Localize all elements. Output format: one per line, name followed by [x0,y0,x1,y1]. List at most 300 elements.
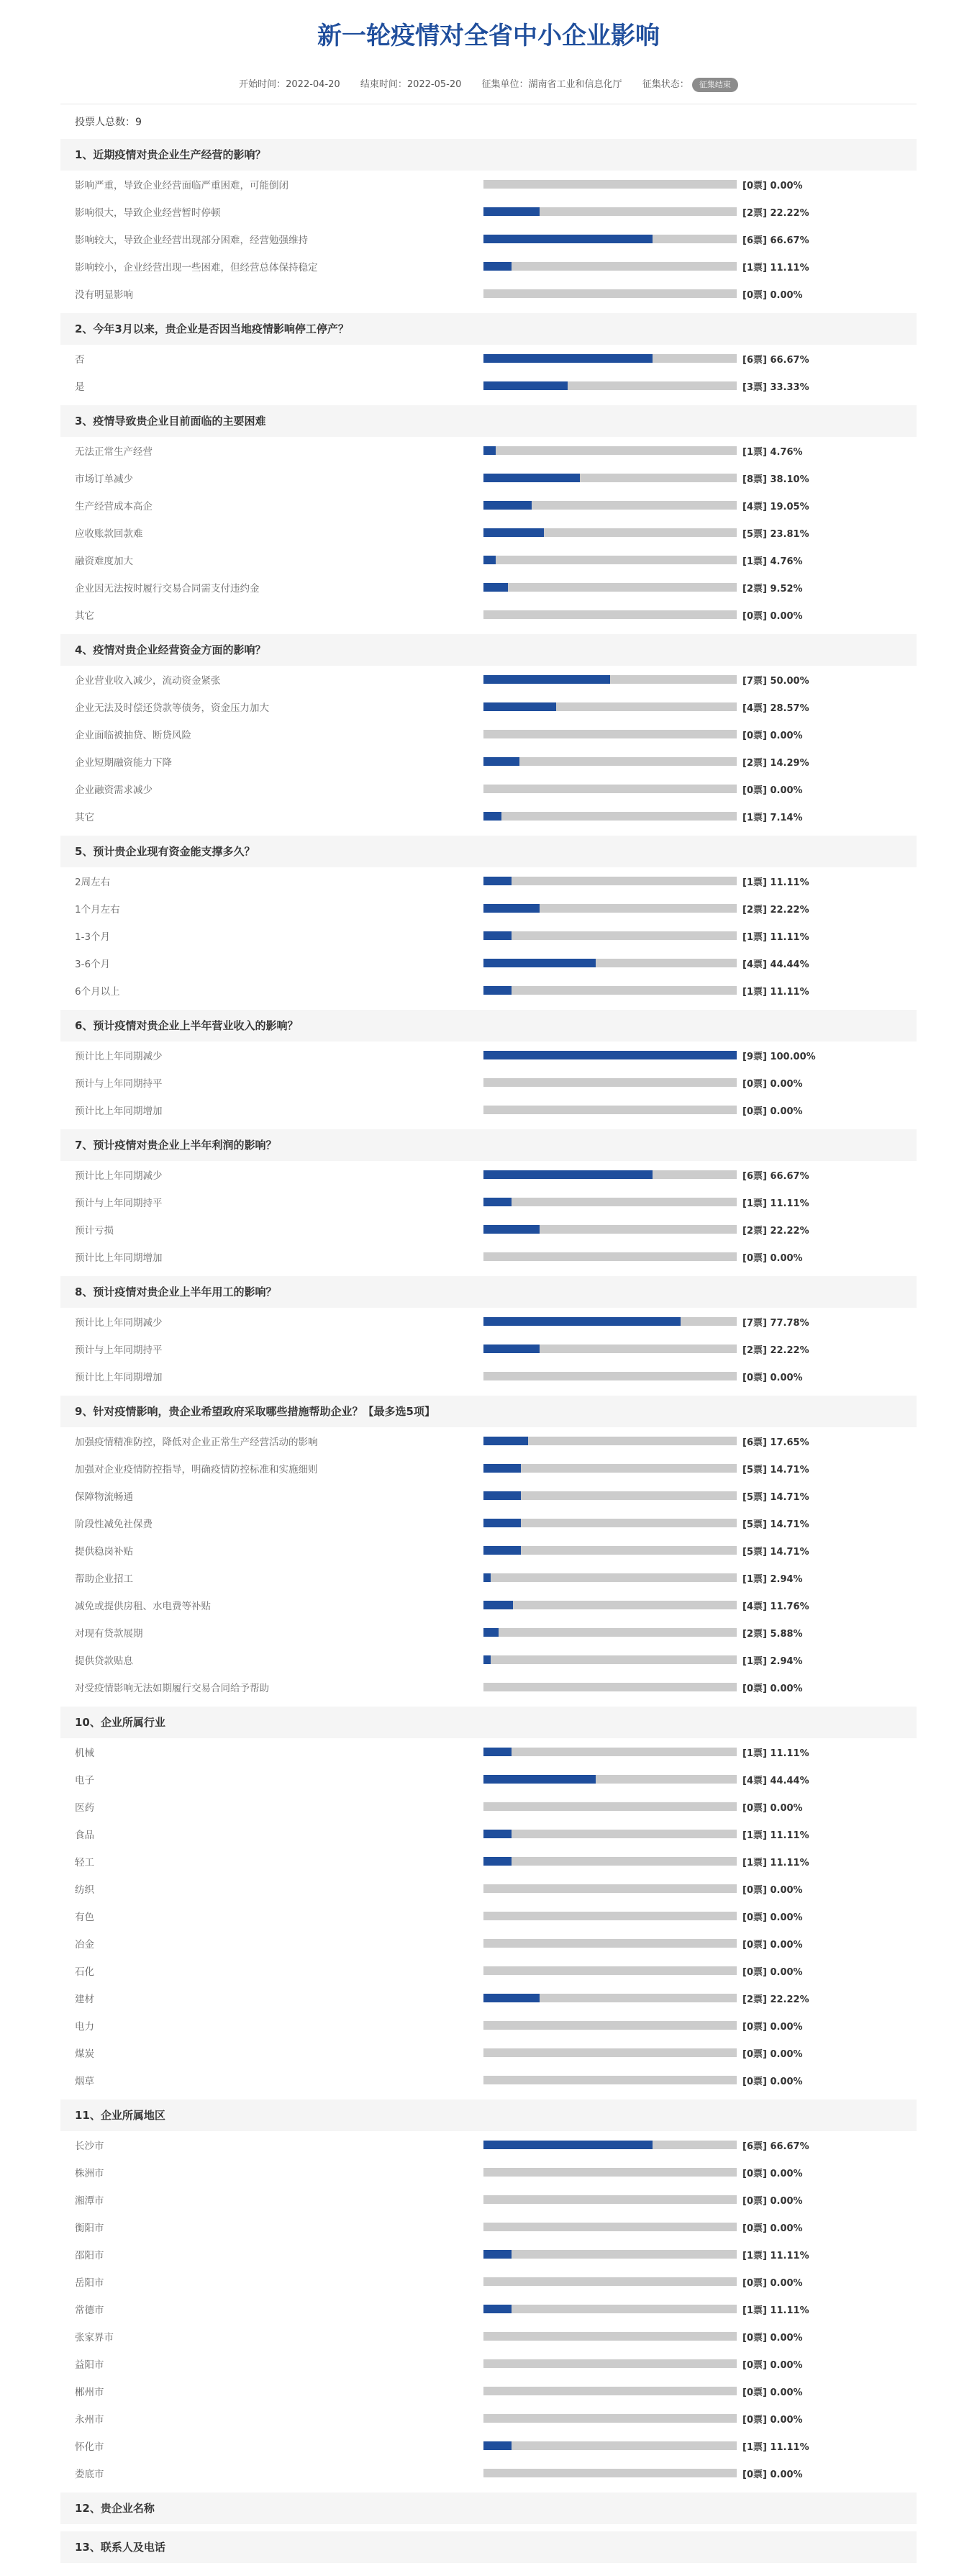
option-row [60,1957,917,1984]
question-title: 2、今年3月以来，贵企业是否因当地疫情影响停工停产？ [60,313,917,345]
option-label: 影响较小，企业经营出现一些困难，但经营总体保持稳定 [75,262,318,274]
vote-stat: [0票] 0.00% [742,2469,803,2480]
option-row [60,1161,917,1188]
option-row [60,1069,917,1096]
option-label: 预计比上年同期增加 [75,1106,163,1117]
result-bar-fill [483,1051,737,1059]
vote-stat: [0票] 0.00% [742,2387,803,2398]
question-block [60,139,917,307]
result-bar [483,785,737,793]
result-bar [483,904,737,913]
vote-stat: [0票] 0.00% [742,1884,803,1896]
option-row [60,977,917,1004]
option-row [60,171,917,198]
option-row [60,2066,917,2094]
option-label: 生产经营成本高企 [75,501,153,512]
result-bar-fill [483,1170,653,1179]
option-label: 提供稳岗补贴 [75,1546,133,1558]
result-bar-fill [483,1748,512,1756]
vote-stat: [1票] 7.14% [742,812,803,823]
vote-stat: [4票] 28.57% [742,702,809,714]
option-label: 预计与上年同期持平 [75,1198,163,1209]
option-label: 无法正常生产经营 [75,446,153,458]
option-label: 郴州市 [75,2387,104,2398]
result-bar [483,1252,737,1261]
vote-stat: [9票] 100.00% [742,1051,816,1062]
option-row [60,1875,917,1902]
vote-stat: [1票] 11.11% [742,1830,809,1841]
result-bar [483,757,737,766]
result-bar-fill [483,1601,513,1609]
option-label: 阶段性减免社保费 [75,1519,153,1530]
option-label: 提供贷款贴息 [75,1655,133,1667]
question-block [60,1010,917,1124]
vote-stat: [6票] 66.67% [742,235,809,246]
option-label: 湘潭市 [75,2195,104,2207]
vote-stat: [4票] 11.76% [742,1601,809,1612]
result-bar-fill [483,1994,540,2002]
option-row [60,2432,917,2459]
result-bar-fill [483,381,568,390]
option-row [60,1793,917,1820]
end-time: 结束时间：2022-05-20 [360,79,462,90]
option-label: 株洲市 [75,2168,104,2179]
survey-results-page [60,0,917,2563]
vote-stat: [1票] 11.11% [742,1857,809,1868]
option-label: 医药 [75,1802,94,1814]
option-label: 衡阳市 [75,2223,104,2234]
result-bar [483,1939,737,1948]
option-label: 企业融资需求减少 [75,785,153,796]
vote-stat: [1票] 11.11% [742,2250,809,2261]
result-bar [483,675,737,684]
question-title: 12、贵企业名称 [60,2493,917,2524]
question-block [60,634,917,830]
question-title: 13、联系人及电话 [60,2531,917,2563]
result-bar [483,583,737,592]
result-bar-fill [483,207,540,216]
result-bar-fill [483,354,653,363]
option-label: 企业营业收入减少，流动资金紧张 [75,675,221,687]
option-label: 是 [75,381,85,393]
option-label: 保障物流畅通 [75,1491,133,1503]
vote-stat: [5票] 14.71% [742,1546,809,1558]
vote-stat: [4票] 44.44% [742,959,809,970]
option-label: 长沙市 [75,2141,104,2152]
option-label: 煤炭 [75,2048,94,2060]
vote-stat: [2票] 22.22% [742,904,809,916]
option-row [60,345,917,372]
option-label: 邵阳市 [75,2250,104,2261]
option-label: 加强疫情精准防控，降低对企业正常生产经营活动的影响 [75,1437,318,1448]
vote-stat: [8票] 38.10% [742,474,809,485]
vote-stat: [1票] 11.11% [742,986,809,998]
option-label: 帮助企业招工 [75,1573,133,1585]
result-bar-fill [483,556,496,564]
option-label: 烟草 [75,2076,94,2087]
option-label: 影响很大，导致企业经营暂时停顿 [75,207,221,219]
question-title: 9、针对疫情影响，贵企业希望政府采取哪些措施帮助企业？【最多选5项】 [60,1396,917,1427]
vote-stat: [0票] 0.00% [742,2195,803,2207]
option-row [60,198,917,225]
result-bar [483,1748,737,1756]
option-label: 预计比上年同期减少 [75,1317,163,1329]
result-bar [483,1225,737,1234]
vote-stat: [5票] 14.71% [742,1519,809,1530]
option-row [60,1673,917,1701]
option-label: 怀化市 [75,2441,104,2453]
result-bar-fill [483,1225,540,1234]
question-block [60,2493,917,2524]
vote-stat: [4票] 19.05% [742,501,809,512]
option-row [60,2268,917,2295]
option-row [60,720,917,748]
option-label: 1-3个月 [75,931,111,943]
result-bar [483,2223,737,2231]
result-bar [483,1491,737,1500]
question-block [60,2100,917,2487]
vote-stat: [0票] 0.00% [742,2223,803,2234]
option-row [60,1766,917,1793]
vote-stat: [0票] 0.00% [742,1912,803,1923]
option-row [60,2039,917,2066]
result-bar [483,207,737,216]
question-title: 6、预计疫情对贵企业上半年营业收入的影响？ [60,1010,917,1041]
option-row [60,803,917,830]
vote-stat: [0票] 0.00% [742,1802,803,1814]
vote-stat: [0票] 0.00% [742,2359,803,2371]
result-bar-fill [483,675,610,684]
vote-stat: [0票] 0.00% [742,2277,803,2289]
start-time: 开始时间：2022-04-20 [239,79,340,90]
option-row [60,2323,917,2350]
option-row [60,1243,917,1270]
option-row [60,519,917,546]
vote-stat: [0票] 0.00% [742,1683,803,1694]
result-bar-fill [483,1437,528,1445]
result-bar-fill [483,1491,521,1500]
option-label: 对现有贷款展期 [75,1628,143,1640]
result-bar [483,528,737,537]
result-bar [483,1573,737,1582]
option-row [60,2213,917,2241]
vote-stat: [0票] 0.00% [742,610,803,622]
option-label: 对受疫情影响无法如期履行交易合同给予帮助 [75,1683,269,1694]
option-label: 影响严重，导致企业经营面临严重困难，可能倒闭 [75,180,288,191]
result-bar-fill [483,583,508,592]
result-bar [483,702,737,711]
result-bar-fill [483,1573,491,1582]
vote-stat: [6票] 66.67% [742,1170,809,1182]
option-label: 纺织 [75,1884,94,1896]
result-bar-fill [483,1857,512,1866]
option-label: 电子 [75,1775,94,1786]
result-bar [483,180,737,189]
result-bar-fill [483,986,512,995]
result-bar-fill [483,1198,512,1206]
result-bar [483,381,737,390]
vote-stat: [0票] 0.00% [742,2332,803,2344]
option-row [60,601,917,628]
option-label: 机械 [75,1748,94,1759]
result-bar-fill [483,1775,596,1784]
result-bar [483,1802,737,1811]
question-title: 8、预计疫情对贵企业上半年用工的影响？ [60,1276,917,1308]
option-label: 预计比上年同期增加 [75,1252,163,1264]
option-row [60,1096,917,1124]
option-row [60,2350,917,2377]
result-bar-fill [483,757,519,766]
vote-stat: [1票] 2.94% [742,1573,803,1585]
vote-stat: [0票] 0.00% [742,785,803,796]
status-badge: 征集结束 [692,78,738,92]
option-row [60,1984,917,2012]
option-row [60,2241,917,2268]
result-bar-fill [483,959,596,967]
collection-status [642,79,738,90]
option-row [60,1509,917,1537]
vote-stat: [6票] 17.65% [742,1437,809,1448]
page-title: 新一轮疫情对全省中小企业影响 [317,22,660,50]
option-row [60,437,917,464]
vote-stat: [0票] 0.00% [742,1078,803,1090]
result-bar [483,2387,737,2395]
option-row [60,1902,917,1930]
vote-stat: [1票] 11.11% [742,2305,809,2316]
vote-stat: [1票] 11.11% [742,1748,809,1759]
option-label: 6个月以上 [75,986,120,998]
option-label: 岳阳市 [75,2277,104,2289]
option-row [60,1930,917,1957]
vote-stat: [7票] 50.00% [742,675,809,687]
result-bar-fill [483,1519,521,1527]
option-label: 预计比上年同期减少 [75,1051,163,1062]
option-row [60,748,917,775]
option-row [60,1041,917,1069]
result-bar [483,1628,737,1637]
result-bar [483,1437,737,1445]
result-bar [483,2141,737,2149]
option-label: 预计与上年同期持平 [75,1078,163,1090]
option-label: 轻工 [75,1857,94,1868]
result-bar-fill [483,2305,512,2313]
option-row [60,372,917,399]
option-label: 有色 [75,1912,94,1923]
vote-stat: [6票] 66.67% [742,354,809,366]
option-row [60,895,917,922]
option-row [60,1216,917,1243]
result-bar [483,1546,737,1555]
vote-stat: [0票] 0.00% [742,1106,803,1117]
option-row [60,280,917,307]
result-bar [483,2469,737,2477]
option-row [60,225,917,253]
result-bar-fill [483,2250,512,2259]
result-bar [483,235,737,243]
result-bar [483,2076,737,2084]
vote-stat: [0票] 0.00% [742,730,803,741]
vote-stat: [3票] 33.33% [742,381,809,393]
result-bar [483,2168,737,2177]
option-row [60,464,917,492]
option-row [60,949,917,977]
result-bar [483,2048,737,2057]
result-bar-fill [483,2441,512,2450]
vote-stat: [6票] 66.67% [742,2141,809,2152]
result-bar [483,1857,737,1866]
question-block [60,405,917,628]
result-bar [483,2195,737,2204]
option-label: 其它 [75,812,94,823]
result-bar-fill [483,1830,512,1838]
option-label: 娄底市 [75,2469,104,2480]
question-title: 10、企业所属行业 [60,1707,917,1738]
result-bar-fill [483,1345,540,1353]
vote-stat: [0票] 0.00% [742,2021,803,2033]
option-row [60,867,917,895]
result-bar-fill [483,501,532,510]
question-block [60,313,917,399]
result-bar [483,289,737,298]
result-bar [483,986,737,995]
result-bar-fill [483,1317,681,1326]
result-bar [483,556,737,564]
option-row [60,1188,917,1216]
question-title: 11、企业所属地区 [60,2100,917,2131]
vote-stat: [2票] 9.52% [742,583,803,595]
question-title: 3、疫情导致贵企业目前面临的主要困难 [60,405,917,437]
option-row [60,574,917,601]
vote-stat: [1票] 11.11% [742,1198,809,1209]
result-bar [483,1601,737,1609]
result-bar [483,1170,737,1179]
question-title: 7、预计疫情对贵企业上半年利润的影响？ [60,1129,917,1161]
result-bar [483,959,737,967]
vote-stat: [2票] 22.22% [742,207,809,219]
result-bar-fill [483,1655,491,1664]
option-row [60,1308,917,1335]
result-bar [483,2332,737,2341]
option-row [60,2131,917,2159]
result-bar [483,2305,737,2313]
result-bar [483,610,737,619]
vote-stat: [0票] 0.00% [742,180,803,191]
vote-stat: [0票] 0.00% [742,1966,803,1978]
option-row [60,1482,917,1509]
option-row [60,1738,917,1766]
vote-stat: [1票] 11.11% [742,877,809,888]
vote-stat: [5票] 14.71% [742,1491,809,1503]
result-bar-fill [483,262,512,271]
result-bar-fill [483,1628,499,1637]
option-row [60,253,917,280]
option-label: 减免或提供房租、水电费等补贴 [75,1601,211,1612]
result-bar [483,2250,737,2259]
voter-count: 投票人总数：9 [75,117,142,128]
vote-stat: [1票] 4.76% [742,446,803,458]
option-row [60,775,917,803]
option-row [60,2186,917,2213]
result-bar [483,1683,737,1691]
option-row [60,1619,917,1646]
option-label: 2周左右 [75,877,111,888]
result-bar [483,1372,737,1380]
option-label: 企业短期融资能力下降 [75,757,172,769]
question-title: 5、预计贵企业现有资金能支撑多久？ [60,836,917,867]
option-label: 否 [75,354,85,366]
option-row [60,666,917,693]
result-bar [483,1464,737,1473]
option-label: 影响较大，导致企业经营出现部分困难，经营勉强维持 [75,235,308,246]
option-label: 预计亏损 [75,1225,114,1237]
option-label: 企业面临被抽贷、断贷风险 [75,730,191,741]
collection-status-label: 征集状态： [642,79,689,90]
option-label: 张家界市 [75,2332,114,2344]
result-bar [483,1830,737,1838]
option-row [60,922,917,949]
option-row [60,1564,917,1591]
option-label: 益阳市 [75,2359,104,2371]
option-row [60,1848,917,1875]
option-row [60,1820,917,1848]
option-label: 常德市 [75,2305,104,2316]
result-bar-fill [483,446,496,455]
result-bar [483,474,737,482]
option-label: 企业无法及时偿还贷款等债务，资金压力加大 [75,702,269,714]
result-bar [483,2021,737,2030]
result-bar [483,1966,737,1975]
result-bar [483,1519,737,1527]
result-bar [483,262,737,271]
option-row [60,2377,917,2405]
result-bar-fill [483,1464,521,1473]
result-bar [483,501,737,510]
vote-stat: [5票] 14.71% [742,1464,809,1475]
vote-stat: [0票] 0.00% [742,2414,803,2426]
vote-stat: [2票] 5.88% [742,1628,803,1640]
option-label: 融资难度加大 [75,556,133,567]
option-label: 电力 [75,2021,94,2033]
result-bar [483,1106,737,1114]
vote-stat: [0票] 0.00% [742,289,803,301]
vote-stat: [5票] 23.81% [742,528,809,540]
option-row [60,1591,917,1619]
result-bar [483,2414,737,2423]
result-bar-fill [483,1546,521,1555]
result-bar [483,1884,737,1893]
vote-stat: [0票] 0.00% [742,1252,803,1264]
vote-stat: [7票] 77.78% [742,1317,809,1329]
option-label: 应收账款回款难 [75,528,143,540]
option-label: 预计比上年同期增加 [75,1372,163,1383]
option-label: 1个月左右 [75,904,120,916]
option-row [60,546,917,574]
result-bar [483,354,737,363]
option-label: 3-6个月 [75,959,111,970]
option-row [60,492,917,519]
result-bar-fill [483,904,540,913]
option-row [60,2012,917,2039]
option-row [60,1335,917,1362]
vote-stat: [4票] 44.44% [742,1775,809,1786]
option-label: 建材 [75,1994,94,2005]
result-bar [483,1345,737,1353]
result-bar [483,877,737,885]
option-label: 没有明显影响 [75,289,133,301]
vote-stat: [1票] 4.76% [742,556,803,567]
result-bar-fill [483,528,544,537]
result-bar [483,1655,737,1664]
